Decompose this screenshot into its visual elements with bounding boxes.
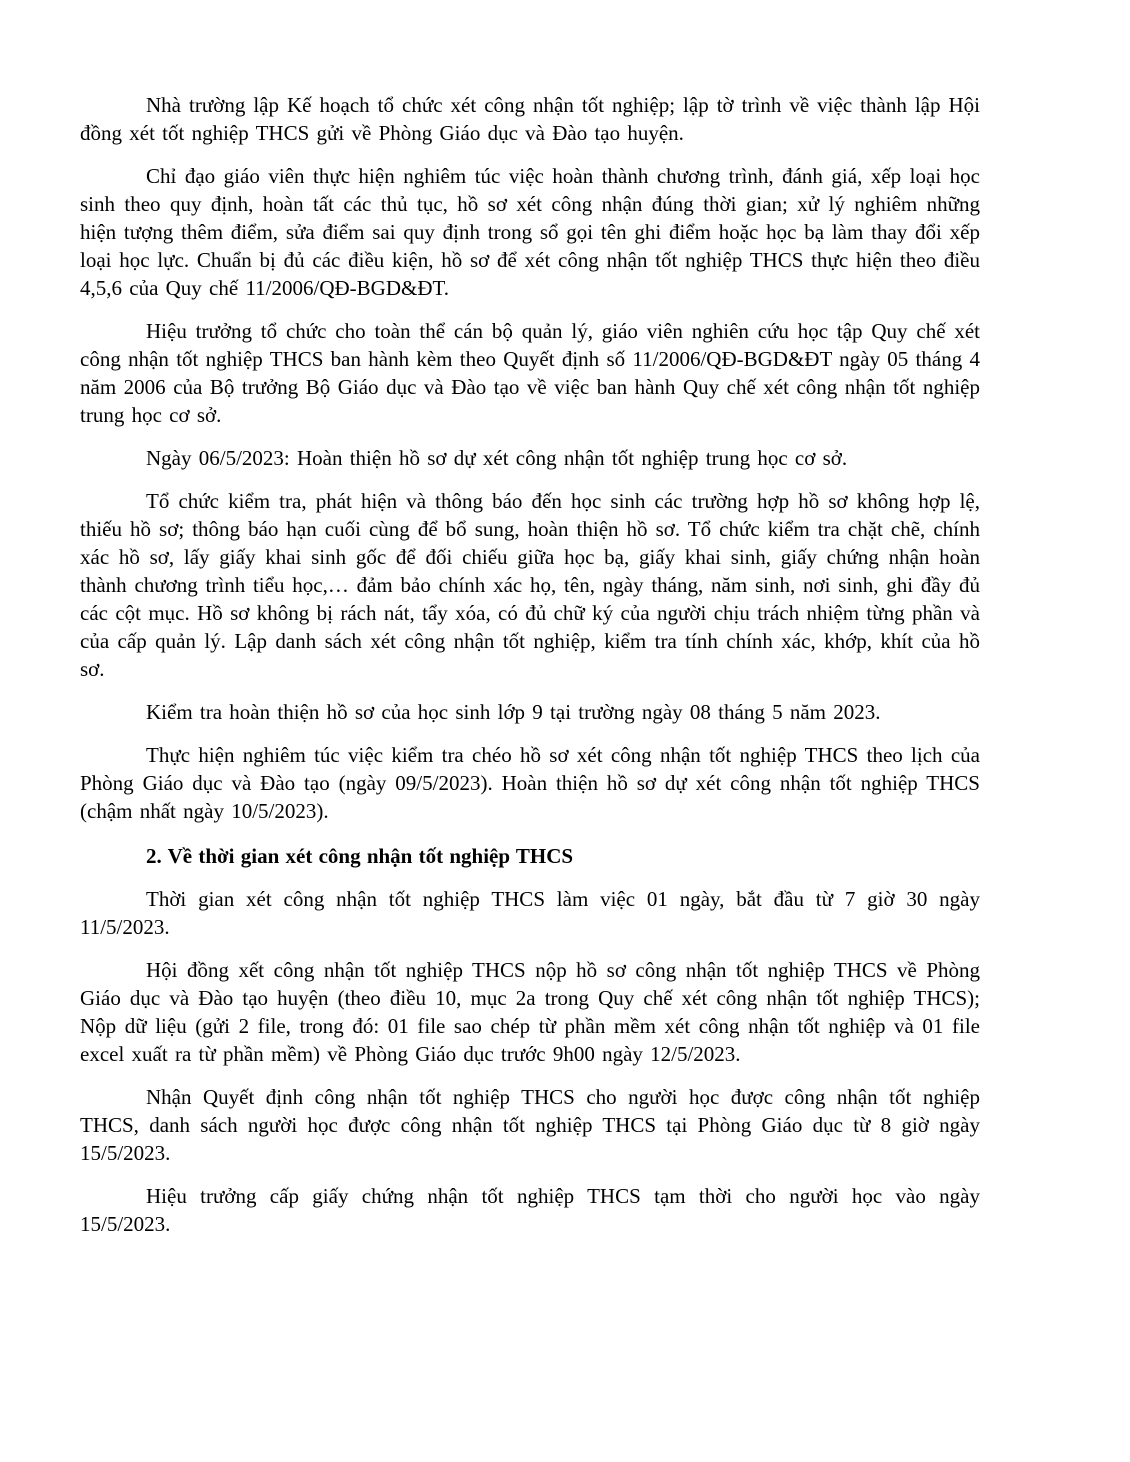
paragraph: Kiểm tra hoàn thiện hồ sơ của học sinh lớp 9 tại trường ngày 08 tháng 5 năm 2023. bbox=[146, 700, 881, 724]
paragraph: Hiệu trưởng cấp giấy chứng nhận tốt nghiệp THCS tạm thời cho người học vào ngày 15/5/2023. bbox=[80, 1184, 980, 1236]
paragraph: Thực hiện nghiêm túc việc kiểm tra chéo hồ sơ xét công nhận tốt nghiệp THCS theo lịch của Phòng Giáo dục và Đào tạo (ngày 09/5/2023). Hoàn thiện hồ sơ dự xét công nhận tốt nghiệp THCS (chậm nhất ngày 10/5/2023). bbox=[80, 743, 980, 823]
paragraph: Tổ chức kiểm tra, phát hiện và thông báo đến học sinh các trường hợp hồ sơ không hợp lệ, thiếu hồ sơ; thông báo hạn cuối cùng để bổ sung, hoàn thiện hồ sơ. Tổ chức kiểm tra chặt chẽ, chính xác hồ sơ, lấy giấy khai sinh gốc để đối chiếu giữa học bạ, giấy khai sinh, giấy chứng nhận hoàn thành chương trình tiểu học,… đảm bảo chính xác họ, tên, ngày tháng, năm sinh, nơi sinh, ghi đầy đủ các cột mục. Hồ sơ không bị rách nát, tẩy xóa, có đủ chữ ký của người chịu trách nhiệm từng phần và của cấp quản lý. Lập danh sách xét công nhận tốt nghiệp, kiểm tra tính chính xác, khớp, khít của hồ sơ. bbox=[80, 489, 980, 681]
paragraph: Ngày 06/5/2023: Hoàn thiện hồ sơ dự xét công nhận tốt nghiệp trung học cơ sở. bbox=[146, 446, 848, 470]
paragraph: Hiệu trưởng tổ chức cho toàn thể cán bộ quản lý, giáo viên nghiên cứu học tập Quy chế xét công nhận tốt nghiệp THCS ban hành kèm theo Quyết định số 11/2006/QĐ-BGD&ĐT ngày 05 tháng 4 năm 2006 của Bộ trưởng Bộ Giáo dục và Đào tạo về việc ban hành Quy chế xét công nhận tốt nghiệp trung học cơ sở. bbox=[80, 319, 980, 427]
paragraph: Nhà trường lập Kế hoạch tổ chức xét công nhận tốt nghiệp; lập tờ trình về việc thành lập Hội đồng xét tốt nghiệp THCS gửi về Phòng Giáo dục và Đào tạo huyện. bbox=[80, 93, 980, 145]
paragraph: Nhận Quyết định công nhận tốt nghiệp THCS cho người học được công nhận tốt nghiệp THCS, danh sách người học được công nhận tốt nghiệp THCS tại Phòng Giáo dục từ 8 giờ ngày 15/5/2023. bbox=[80, 1085, 980, 1165]
paragraph: Hội đồng xết công nhận tốt nghiệp THCS nộp hồ sơ công nhận tốt nghiệp THCS về Phòng Giáo dục và Đào tạo huyện (theo điều 10, mục 2a trong Quy chế xét công nhận tốt nghiệp THCS); Nộp dữ liệu (gửi 2 file, trong đó: 01 file sao chép từ phần mềm xét công nhận tốt nghiệp và 01 file excel xuất ra từ phần mềm) về Phòng Giáo dục trước 9h00 ngày 12/5/2023. bbox=[80, 958, 980, 1066]
paragraph: Thời gian xét công nhận tốt nghiệp THCS làm việc 01 ngày, bắt đầu từ 7 giờ 30 ngày 11/5/2023. bbox=[80, 887, 980, 939]
section-heading: 2. Về thời gian xét công nhận tốt nghiệp THCS bbox=[146, 844, 574, 868]
paragraph: Chỉ đạo giáo viên thực hiện nghiêm túc việc hoàn thành chương trình, đánh giá, xếp loại học sinh theo quy định, hoàn tất các thủ tục, hồ sơ xét công nhận đúng thời gian; xử lý nghiêm những hiện tượng thêm điểm, sửa điểm sai quy định trong sổ gọi tên ghi điểm hoặc học bạ làm thay đổi xếp loại học lực. Chuẩn bị đủ các điều kiện, hồ sơ để xét công nhận tốt nghiệp THCS thực hiện theo điều 4,5,6 của Quy chế 11/2006/QĐ-BGD&ĐT. bbox=[80, 164, 980, 300]
